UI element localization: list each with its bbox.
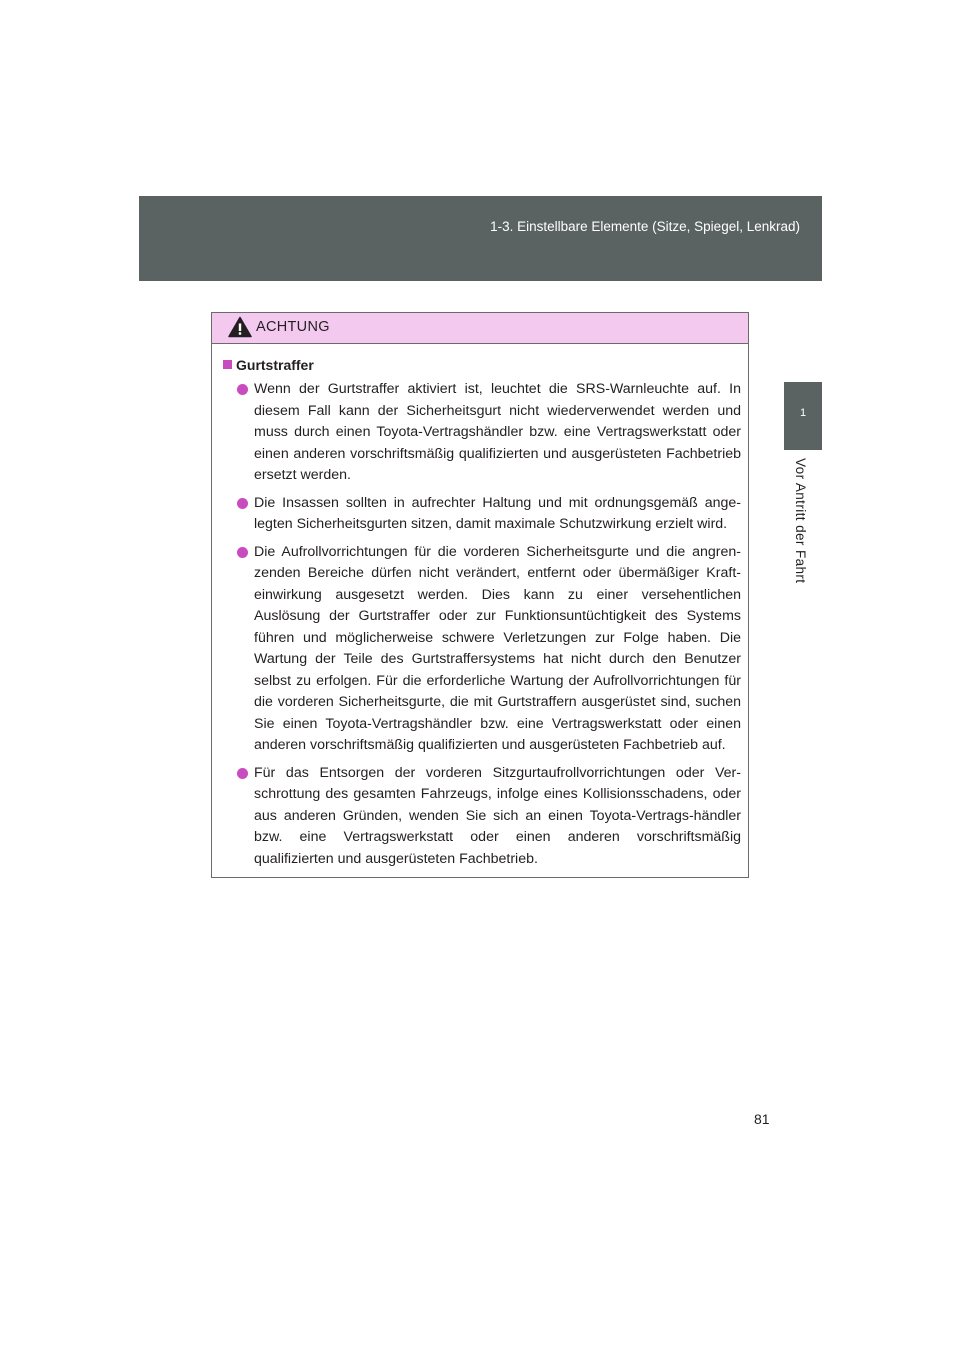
square-bullet-icon <box>223 360 232 369</box>
section-title: 1-3. Einstellbare Elemente (Sitze, Spiegel, Lenkrad) <box>490 219 800 234</box>
list-item <box>223 763 741 871</box>
warning-box <box>211 312 749 878</box>
bullet-dot-icon <box>237 547 248 558</box>
bullet-dot-icon <box>237 384 248 395</box>
warning-title: ACHTUNG <box>256 319 330 335</box>
list-item <box>223 493 741 536</box>
list-item-text: Für das Entsorgen der vorderen Sitzgurtaufrollvorrichtungen oder Ver-schrottung des gesamten Fahrzeugs, infolge eines Kollisionsschadens, oder aus anderen Gründen, wenden Sie sich an einen Toyota-Vertrags-händler bzw. eine Vertragswerkstatt oder einen anderen vorschriftsmäßig qualifizierten und ausgerüsteten Fachbetrieb. <box>254 764 741 867</box>
chapter-title: Vor Antritt der Fahrt <box>793 458 808 584</box>
page-number: 81 <box>754 1111 770 1127</box>
list-item <box>223 379 741 487</box>
list-item-text: Die Insassen sollten in aufrechter Haltung und mit ordnungsgemäß ange-legten Sicherheitsgurten sitzen, damit maximale Schutzwirkung erzielt wird. <box>254 494 741 532</box>
warning-triangle-icon <box>228 316 252 338</box>
bullet-dot-icon <box>237 498 248 509</box>
chapter-number: 1 <box>799 407 807 419</box>
section-heading <box>223 354 741 375</box>
section-heading-label: Gurtstraffer <box>236 356 314 373</box>
bullet-dot-icon <box>237 768 248 779</box>
list-item-text: Die Aufrollvorrichtungen für die vorderen Sicherheitsgurte und die angren-zenden Bereiche dürfen nicht verändert, entfernt oder übermäßiger Kraft-einwirkung ausgesetzt werden. Dies kann zu einer versehentlichen Auslösung der Gurtstraffer oder zur Funktionsuntüchtigkeit des Systems führen und möglicherweise schwere Verletzungen zur Folge haben. Die Wartung der Teile des Gurtstraffersystems hat nicht durch den Benutzer selbst zu erfolgen. Für die erforderliche Wartung der Aufrollvorrichtungen für die vorderen Sicherheitsgurte, die mit Gurtstraffern ausgerüstet sind, suchen Sie einen Toyota-Vertragshändler bzw. eine Vertragswerkstatt oder einen anderen vorschriftsmäßig qualifizierten und ausgerüsteten Fachbetrieb auf. <box>254 543 741 753</box>
warning-header <box>212 313 748 344</box>
header-band <box>139 196 822 281</box>
chapter-tab <box>784 382 822 450</box>
list-item <box>223 542 741 757</box>
warning-body <box>212 344 748 870</box>
list-item-text: Wenn der Gurtstraffer aktiviert ist, leuchtet die SRS-Warnleuchte auf. In diesem Fall kann der Sicherheitsgurt nicht wiederverwendet werden und muss durch einen Toyota-Vertragshändler bzw. eine Vertragswerkstatt oder einen anderen vorschriftsmäßig qualifizierten und ausgerüsteten Fachbetrieb ersetzt werden. <box>254 381 741 483</box>
